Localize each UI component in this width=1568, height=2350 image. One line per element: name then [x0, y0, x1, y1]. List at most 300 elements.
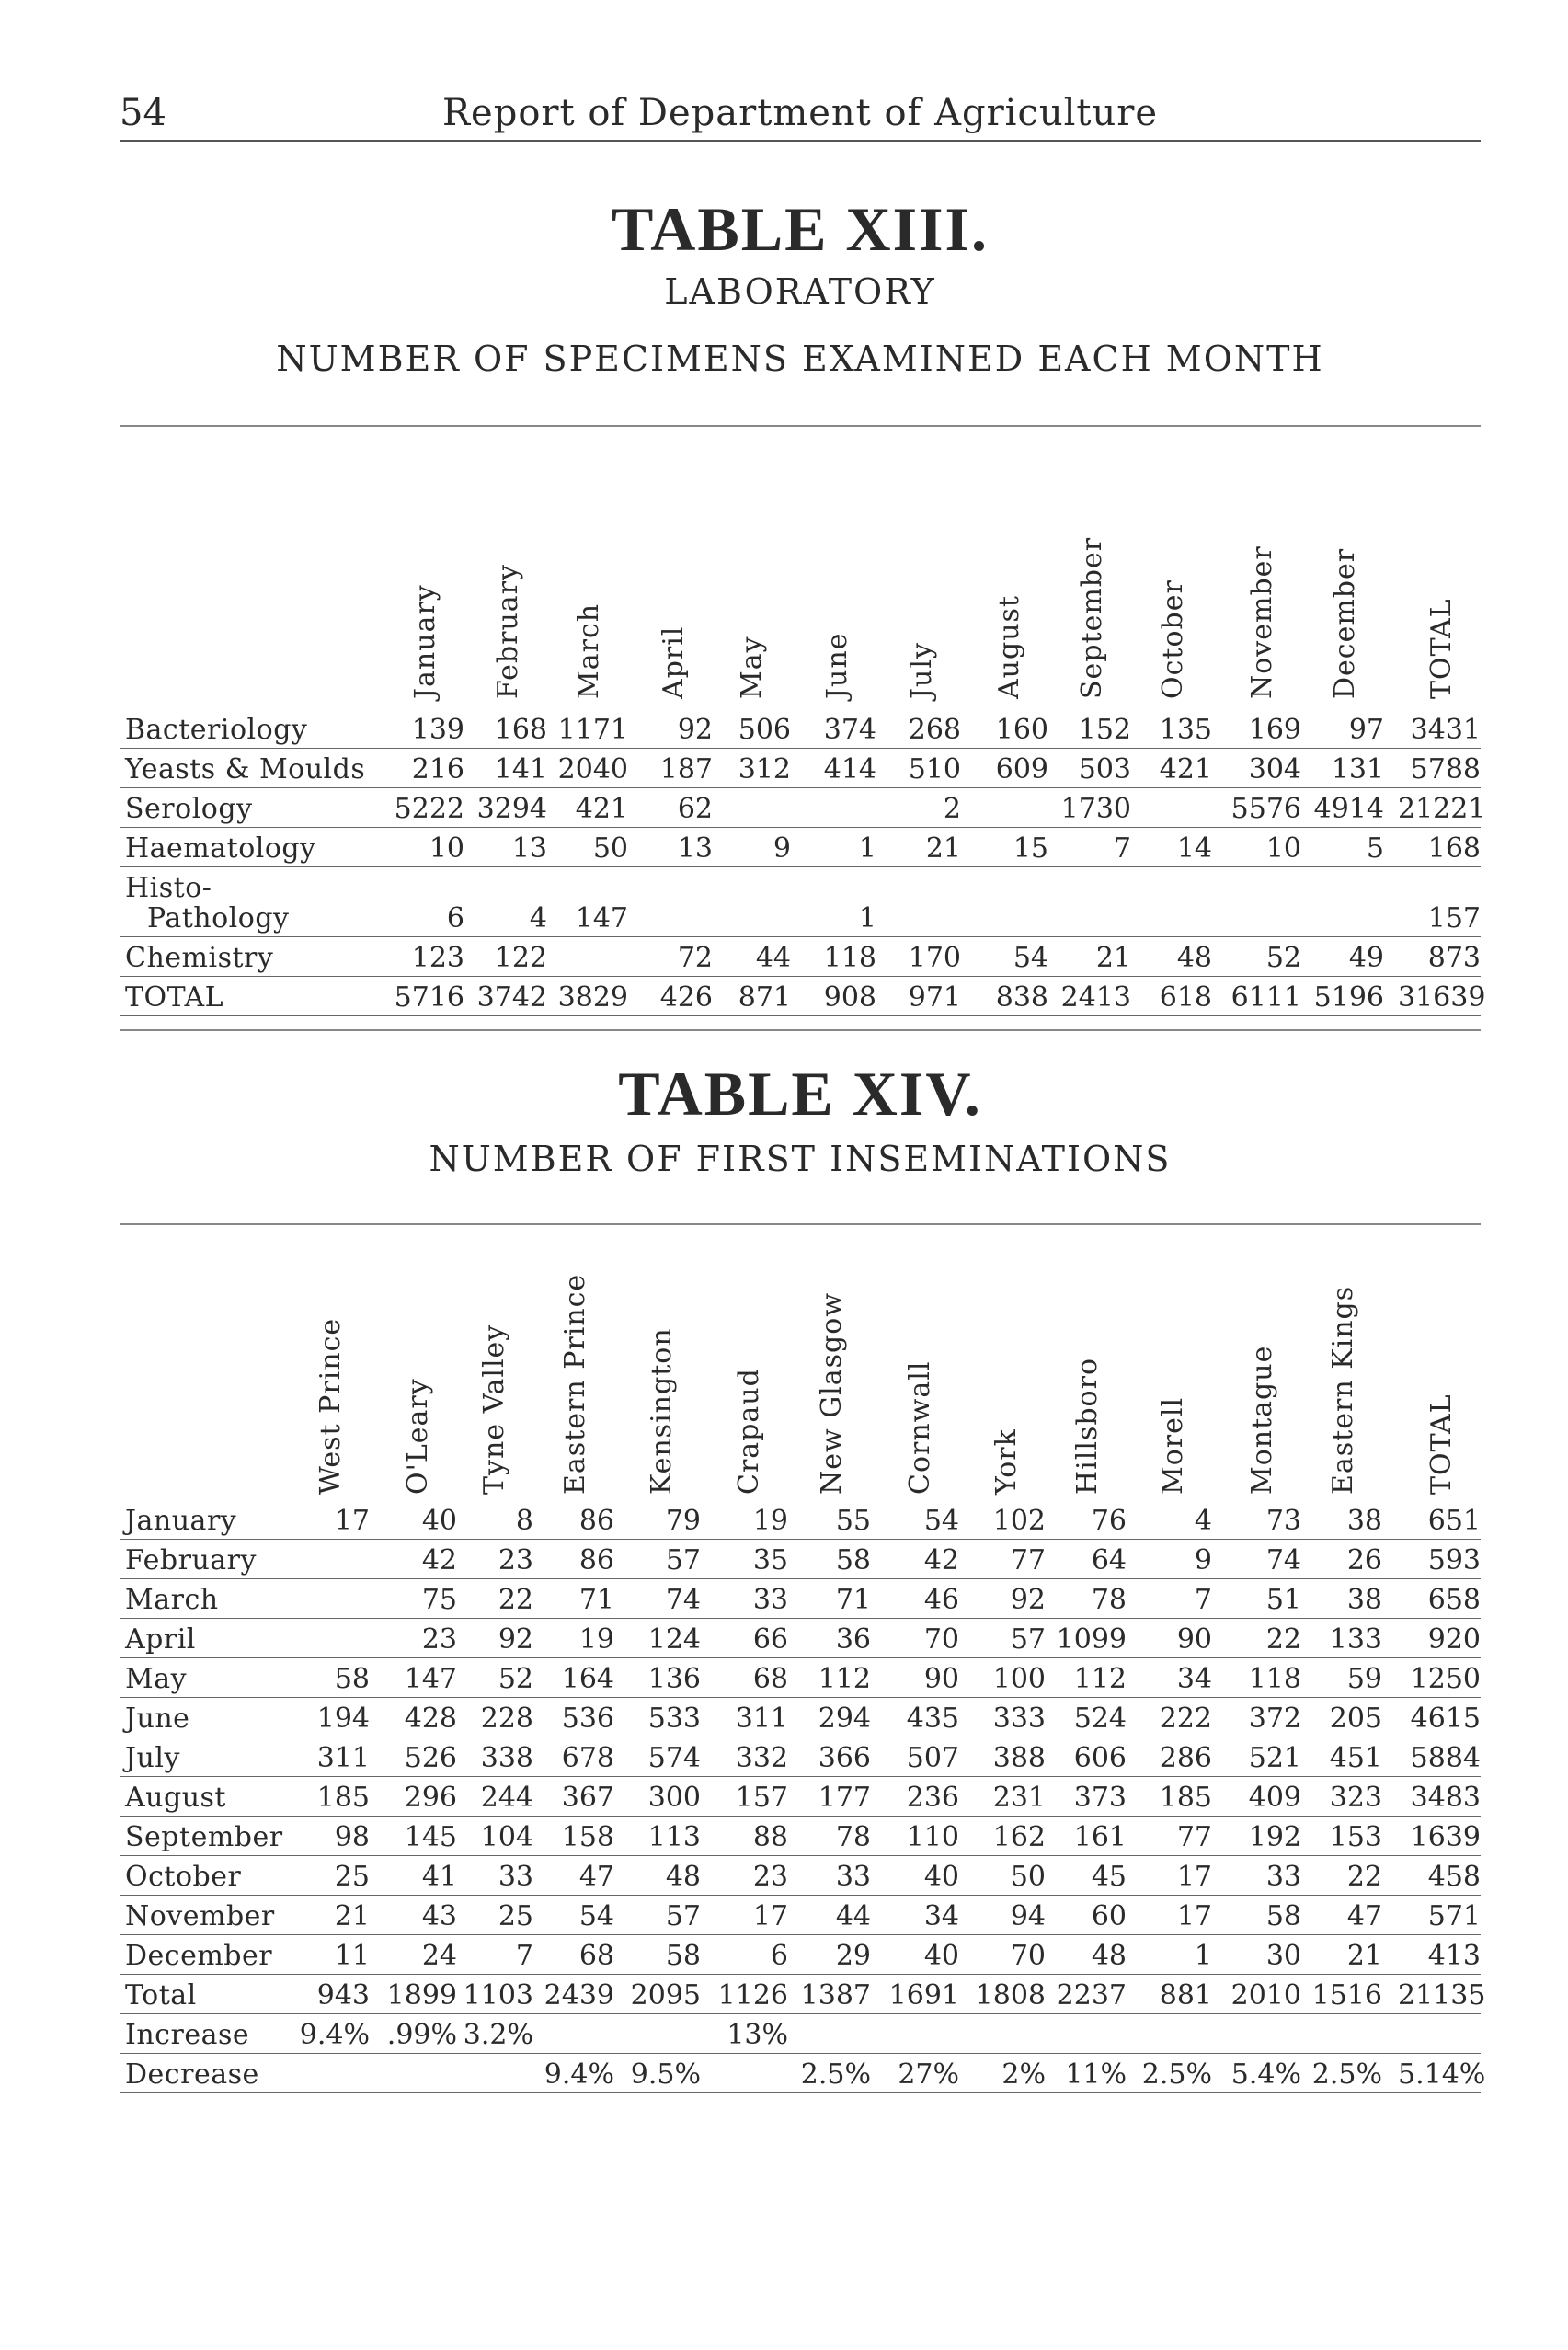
table-row — [120, 1934, 1481, 1975]
table-row — [120, 866, 1481, 937]
cell-value: 2439 — [544, 1979, 614, 2012]
row-label: June — [125, 1702, 190, 1735]
column-header-cornwall: Cornwall — [904, 1360, 936, 1495]
cell-value: 5576 — [1230, 793, 1301, 825]
cell-value: 1250 — [1410, 1663, 1481, 1695]
cell-value: 435 — [906, 1702, 959, 1735]
cell-value: 147 — [404, 1663, 457, 1695]
table-row — [120, 1578, 1481, 1619]
cell-value: 3431 — [1410, 714, 1481, 746]
cell-value: 571 — [1427, 1900, 1481, 1932]
cell-value: 118 — [1248, 1663, 1301, 1695]
cell-value: 222 — [1159, 1702, 1212, 1735]
cell-value: 23 — [498, 1544, 533, 1576]
cell-value: 533 — [647, 1702, 701, 1735]
cell-value: 507 — [906, 1742, 959, 1774]
cell-value: 170 — [908, 942, 961, 974]
cell-value: 8 — [515, 1505, 533, 1537]
cell-value: 31639 — [1398, 981, 1486, 1014]
cell-value: 76 — [1091, 1505, 1127, 1537]
cell-value: 48 — [1091, 1940, 1127, 1972]
row-label: Total — [125, 1979, 197, 2012]
cell-value: 50 — [1010, 1861, 1046, 1893]
table-13-title: TABLE XIII. — [612, 194, 989, 264]
cell-value: 4914 — [1313, 793, 1384, 825]
cell-value: 421 — [1159, 753, 1212, 785]
cell-value: 59 — [1346, 1663, 1382, 1695]
cell-value: 48 — [665, 1861, 701, 1893]
cell-value: 2413 — [1060, 981, 1131, 1014]
cell-value: 526 — [404, 1742, 457, 1774]
cell-value: 17 — [334, 1505, 370, 1537]
column-header-west-prince: West Prince — [315, 1317, 347, 1495]
table-row — [120, 976, 1486, 1016]
cell-value: 2095 — [630, 1979, 701, 2012]
cell-value: 122 — [494, 942, 547, 974]
cell-value: 333 — [992, 1702, 1046, 1735]
cell-value: 1899 — [386, 1979, 457, 2012]
cell-value: 2.5% — [1141, 2058, 1212, 2091]
table-13-bottom-rule — [120, 1029, 1481, 1031]
cell-value: 312 — [738, 753, 791, 785]
table-row — [120, 708, 1481, 749]
cell-value: 86 — [578, 1544, 614, 1576]
column-header-eastern-kings: Eastern Kings — [1327, 1285, 1359, 1495]
cell-value: 79 — [665, 1505, 701, 1537]
cell-value: 9.4% — [299, 2019, 370, 2051]
cell-value: 38 — [1346, 1584, 1382, 1616]
cell-value: 5884 — [1410, 1742, 1481, 1774]
table-row — [120, 827, 1481, 867]
cell-value: 5222 — [394, 793, 464, 825]
cell-value: 7 — [1194, 1584, 1212, 1616]
cell-value: 13 — [677, 832, 713, 865]
column-header-march: March — [573, 602, 605, 699]
cell-value: 881 — [1159, 1979, 1212, 2012]
cell-value: 169 — [1248, 714, 1301, 746]
cell-value: 88 — [752, 1821, 788, 1853]
cell-value: .99% — [386, 2019, 457, 2051]
cell-value: 2040 — [557, 753, 628, 785]
table-14-top-rule — [120, 1223, 1481, 1225]
cell-value: 426 — [659, 981, 713, 1014]
cell-value: 3294 — [476, 793, 547, 825]
cell-value: 58 — [334, 1663, 370, 1695]
cell-value: 10 — [1265, 832, 1301, 865]
cell-value: 367 — [561, 1782, 614, 1814]
cell-value: 372 — [1248, 1702, 1301, 1735]
cell-value: 332 — [735, 1742, 788, 1774]
column-header-eastern-prince: Eastern Prince — [559, 1273, 591, 1495]
cell-value: 300 — [647, 1782, 701, 1814]
cell-value: 9 — [773, 832, 791, 865]
cell-value: 71 — [835, 1584, 871, 1616]
cell-value: 1516 — [1311, 1979, 1382, 2012]
cell-value: 139 — [411, 714, 464, 746]
cell-value: 157 — [735, 1782, 788, 1814]
cell-value: 45 — [1091, 1861, 1127, 1893]
column-header-kensington: Kensington — [646, 1327, 678, 1495]
cell-value: 40 — [923, 1940, 959, 1972]
cell-value: 3.2% — [463, 2019, 533, 2051]
cell-value: 42 — [421, 1544, 457, 1576]
cell-value: 1 — [1194, 1940, 1212, 1972]
table-row — [120, 1974, 1486, 2014]
cell-value: 54 — [1013, 942, 1048, 974]
cell-value: 1 — [858, 902, 876, 934]
cell-value: 2 — [943, 793, 961, 825]
cell-value: 118 — [823, 942, 876, 974]
table-row — [120, 936, 1481, 977]
row-label: Haematology — [125, 832, 316, 865]
cell-value: 366 — [818, 1742, 871, 1774]
cell-value: 10 — [429, 832, 464, 865]
cell-value: 296 — [404, 1782, 457, 1814]
cell-value: 72 — [677, 942, 713, 974]
cell-value: 22 — [1265, 1623, 1301, 1656]
cell-value: 2010 — [1230, 1979, 1301, 2012]
table-14-title: TABLE XIV. — [618, 1059, 982, 1129]
cell-value: 311 — [735, 1702, 788, 1735]
table-13-subtitle: NUMBER OF SPECIMENS EXAMINED EACH MONTH — [276, 338, 1324, 379]
row-label: July — [125, 1742, 180, 1774]
row-label: February — [125, 1544, 257, 1576]
row-label: October — [125, 1861, 242, 1893]
cell-value: 21 — [1346, 1940, 1382, 1972]
cell-value: 3483 — [1410, 1782, 1481, 1814]
row-label: TOTAL — [125, 981, 224, 1014]
cell-value: 2.5% — [800, 2058, 871, 2091]
cell-value: 34 — [923, 1900, 959, 1932]
row-label: Chemistry — [125, 942, 274, 974]
cell-value: 136 — [647, 1663, 701, 1695]
cell-value: 21 — [1095, 942, 1131, 974]
cell-value: 112 — [1073, 1663, 1127, 1695]
cell-value: 42 — [923, 1544, 959, 1576]
column-header-january: January — [409, 584, 441, 699]
cell-value: 1691 — [888, 1979, 959, 2012]
row-label: Histo- — [125, 872, 212, 904]
cell-value: 373 — [1073, 1782, 1127, 1814]
cell-value: 414 — [823, 753, 876, 785]
cell-value: 36 — [835, 1623, 871, 1656]
column-header-february: February — [492, 564, 524, 699]
cell-value: 66 — [752, 1623, 788, 1656]
column-header-montague: Montague — [1246, 1345, 1278, 1495]
cell-value: 14 — [1176, 832, 1212, 865]
cell-value: 9.5% — [630, 2058, 701, 2091]
cell-value: 19 — [578, 1623, 614, 1656]
row-label: November — [125, 1900, 275, 1932]
cell-value: 304 — [1248, 753, 1301, 785]
column-header-november: November — [1246, 545, 1278, 699]
cell-value: 74 — [1265, 1544, 1301, 1576]
table-row — [120, 2053, 1486, 2093]
cell-value: 112 — [818, 1663, 871, 1695]
cell-value: 77 — [1176, 1821, 1212, 1853]
cell-value: 19 — [752, 1505, 788, 1537]
column-header-october: October — [1157, 579, 1189, 699]
cell-value: 268 — [908, 714, 961, 746]
cell-value: 68 — [752, 1663, 788, 1695]
cell-value: 1 — [858, 832, 876, 865]
cell-value: 311 — [316, 1742, 370, 1774]
cell-value: 46 — [923, 1584, 959, 1616]
cell-value: 52 — [1265, 942, 1301, 974]
row-label: Increase — [125, 2019, 250, 2051]
cell-value: 5788 — [1410, 753, 1481, 785]
table-14-subtitle: NUMBER OF FIRST INSEMINATIONS — [429, 1139, 1172, 1179]
cell-value: 26 — [1346, 1544, 1382, 1576]
page-number: 54 — [120, 92, 166, 134]
cell-value: 185 — [1159, 1782, 1212, 1814]
cell-value: 216 — [411, 753, 464, 785]
cell-value: 25 — [334, 1861, 370, 1893]
cell-value: 21135 — [1398, 1979, 1486, 2012]
table-row — [120, 1776, 1481, 1817]
cell-value: 157 — [1427, 902, 1481, 934]
cell-value: 1171 — [557, 714, 628, 746]
cell-value: 123 — [411, 942, 464, 974]
cell-value: 62 — [677, 793, 713, 825]
cell-value: 1103 — [463, 1979, 533, 2012]
cell-value: 9 — [1194, 1544, 1212, 1576]
cell-value: 73 — [1265, 1505, 1301, 1537]
cell-value: 374 — [823, 714, 876, 746]
cell-value: 64 — [1091, 1544, 1127, 1576]
cell-value: 458 — [1427, 1861, 1481, 1893]
cell-value: 153 — [1329, 1821, 1382, 1853]
cell-value: 21221 — [1398, 793, 1486, 825]
cell-value: 78 — [1091, 1584, 1127, 1616]
cell-value: 58 — [665, 1940, 701, 1972]
cell-value: 618 — [1159, 981, 1212, 1014]
cell-value: 5196 — [1313, 981, 1384, 1014]
cell-value: 6 — [770, 1940, 788, 1972]
cell-value: 1126 — [717, 1979, 788, 2012]
cell-value: 38 — [1346, 1505, 1382, 1537]
cell-value: 164 — [561, 1663, 614, 1695]
cell-value: 98 — [334, 1821, 370, 1853]
cell-value: 135 — [1159, 714, 1212, 746]
row-label: September — [125, 1821, 283, 1853]
cell-value: 838 — [995, 981, 1048, 1014]
cell-value: 524 — [1073, 1702, 1127, 1735]
running-title: Report of Department of Agriculture — [441, 92, 1159, 134]
cell-value: 593 — [1427, 1544, 1481, 1576]
cell-value: 4 — [529, 902, 547, 934]
cell-value: 2.5% — [1311, 2058, 1382, 2091]
table-row — [120, 1697, 1481, 1737]
cell-value: 1387 — [800, 1979, 871, 2012]
cell-value: 388 — [992, 1742, 1046, 1774]
cell-value: 44 — [835, 1900, 871, 1932]
cell-value: 47 — [578, 1861, 614, 1893]
row-label: March — [125, 1584, 219, 1616]
cell-value: 34 — [1176, 1663, 1212, 1695]
cell-value: 244 — [480, 1782, 533, 1814]
table-row — [120, 1737, 1481, 1777]
cell-value: 58 — [835, 1544, 871, 1576]
cell-value: 428 — [404, 1702, 457, 1735]
cell-value: 40 — [421, 1505, 457, 1537]
table-13-top-rule — [120, 425, 1481, 427]
cell-value: 152 — [1078, 714, 1131, 746]
cell-value: 185 — [316, 1782, 370, 1814]
cell-value: 194 — [316, 1702, 370, 1735]
cell-value: 33 — [752, 1584, 788, 1616]
row-label: Decrease — [125, 2058, 259, 2091]
cell-value: 162 — [992, 1821, 1046, 1853]
table-row — [120, 1895, 1481, 1935]
cell-value: 9.4% — [544, 2058, 614, 2091]
cell-value: 74 — [665, 1584, 701, 1616]
cell-value: 60 — [1091, 1900, 1127, 1932]
cell-value: 510 — [908, 753, 961, 785]
row-label-continued: Pathology — [147, 902, 290, 934]
cell-value: 11 — [334, 1940, 370, 1972]
cell-value: 11% — [1065, 2058, 1127, 2091]
row-label: Bacteriology — [125, 714, 308, 746]
row-label: April — [125, 1623, 196, 1656]
cell-value: 658 — [1427, 1584, 1481, 1616]
cell-value: 54 — [923, 1505, 959, 1537]
cell-value: 147 — [575, 902, 628, 934]
cell-value: 158 — [561, 1821, 614, 1853]
cell-value: 48 — [1176, 942, 1212, 974]
column-header-tyne-valley: Tyne Valley — [478, 1324, 510, 1495]
column-header-crapaud: Crapaud — [733, 1368, 765, 1495]
cell-value: 100 — [992, 1663, 1046, 1695]
cell-value: 1639 — [1410, 1821, 1481, 1853]
row-label: Serology — [125, 793, 253, 825]
cell-value: 409 — [1248, 1782, 1301, 1814]
cell-value: 521 — [1248, 1742, 1301, 1774]
cell-value: 451 — [1329, 1742, 1382, 1774]
column-header-new-glasgow: New Glasgow — [816, 1291, 848, 1495]
column-header-june: June — [821, 632, 853, 699]
cell-value: 606 — [1073, 1742, 1127, 1774]
column-header-total: TOTAL — [1425, 1393, 1458, 1495]
cell-value: 78 — [835, 1821, 871, 1853]
cell-value: 30 — [1265, 1940, 1301, 1972]
cell-value: 871 — [738, 981, 791, 1014]
cell-value: 75 — [421, 1584, 457, 1616]
cell-value: 503 — [1078, 753, 1131, 785]
cell-value: 77 — [1010, 1544, 1046, 1576]
cell-value: 338 — [480, 1742, 533, 1774]
column-header-york: York — [990, 1428, 1023, 1495]
cell-value: 908 — [823, 981, 876, 1014]
cell-value: 5.4% — [1230, 2058, 1301, 2091]
cell-value: 3829 — [557, 981, 628, 1014]
cell-value: 51 — [1265, 1584, 1301, 1616]
cell-value: 33 — [498, 1861, 533, 1893]
cell-value: 94 — [1010, 1900, 1046, 1932]
cell-value: 17 — [1176, 1900, 1212, 1932]
cell-value: 90 — [1176, 1623, 1212, 1656]
cell-value: 44 — [755, 942, 791, 974]
cell-value: 17 — [752, 1900, 788, 1932]
row-label: Yeasts & Moulds — [125, 753, 366, 785]
cell-value: 236 — [906, 1782, 959, 1814]
cell-value: 15 — [1013, 832, 1048, 865]
cell-value: 58 — [1265, 1900, 1301, 1932]
cell-value: 57 — [665, 1900, 701, 1932]
cell-value: 13% — [727, 2019, 788, 2051]
cell-value: 873 — [1427, 942, 1481, 974]
cell-value: 92 — [1010, 1584, 1046, 1616]
cell-value: 13 — [511, 832, 547, 865]
table-13-subtitle-laboratory: LABORATORY — [664, 271, 936, 312]
cell-value: 27% — [898, 2058, 959, 2091]
cell-value: 86 — [578, 1505, 614, 1537]
cell-value: 21 — [925, 832, 961, 865]
cell-value: 25 — [498, 1900, 533, 1932]
column-header-total: TOTAL — [1425, 598, 1458, 699]
cell-value: 33 — [1265, 1861, 1301, 1893]
cell-value: 160 — [995, 714, 1048, 746]
cell-value: 7 — [1113, 832, 1131, 865]
cell-value: 192 — [1248, 1821, 1301, 1853]
cell-value: 2237 — [1056, 1979, 1127, 2012]
cell-value: 1808 — [975, 1979, 1046, 2012]
cell-value: 4 — [1194, 1505, 1212, 1537]
cell-value: 57 — [1010, 1623, 1046, 1656]
cell-value: 971 — [908, 981, 961, 1014]
page-header — [120, 85, 1481, 142]
cell-value: 177 — [818, 1782, 871, 1814]
cell-value: 124 — [647, 1623, 701, 1656]
column-header-august: August — [993, 595, 1025, 699]
cell-value: 55 — [835, 1505, 871, 1537]
cell-value: 651 — [1427, 1505, 1481, 1537]
table-row — [120, 1539, 1481, 1579]
cell-value: 104 — [480, 1821, 533, 1853]
cell-value: 70 — [923, 1623, 959, 1656]
cell-value: 35 — [752, 1544, 788, 1576]
cell-value: 21 — [334, 1900, 370, 1932]
column-header-o-leary: O'Leary — [402, 1378, 434, 1495]
column-header-hillsboro: Hillsboro — [1071, 1357, 1104, 1495]
cell-value: 17 — [1176, 1861, 1212, 1893]
cell-value: 54 — [578, 1900, 614, 1932]
cell-value: 5 — [1366, 832, 1384, 865]
cell-value: 22 — [1346, 1861, 1382, 1893]
row-label: May — [125, 1663, 188, 1695]
cell-value: 678 — [561, 1742, 614, 1774]
cell-value: 536 — [561, 1702, 614, 1735]
cell-value: 421 — [575, 793, 628, 825]
row-label: January — [125, 1505, 237, 1537]
cell-value: 102 — [992, 1505, 1046, 1537]
table-row — [120, 787, 1486, 828]
cell-value: 5.14% — [1398, 2058, 1486, 2091]
cell-value: 24 — [421, 1940, 457, 1972]
cell-value: 71 — [578, 1584, 614, 1616]
cell-value: 145 — [404, 1821, 457, 1853]
cell-value: 506 — [738, 714, 791, 746]
cell-value: 92 — [498, 1623, 533, 1656]
table-row — [120, 748, 1481, 788]
cell-value: 3742 — [476, 981, 547, 1014]
cell-value: 231 — [992, 1782, 1046, 1814]
column-header-december: December — [1329, 547, 1361, 699]
column-header-april: April — [658, 625, 690, 699]
cell-value: 6111 — [1230, 981, 1301, 1014]
cell-value: 50 — [592, 832, 628, 865]
table-row — [120, 1816, 1481, 1856]
